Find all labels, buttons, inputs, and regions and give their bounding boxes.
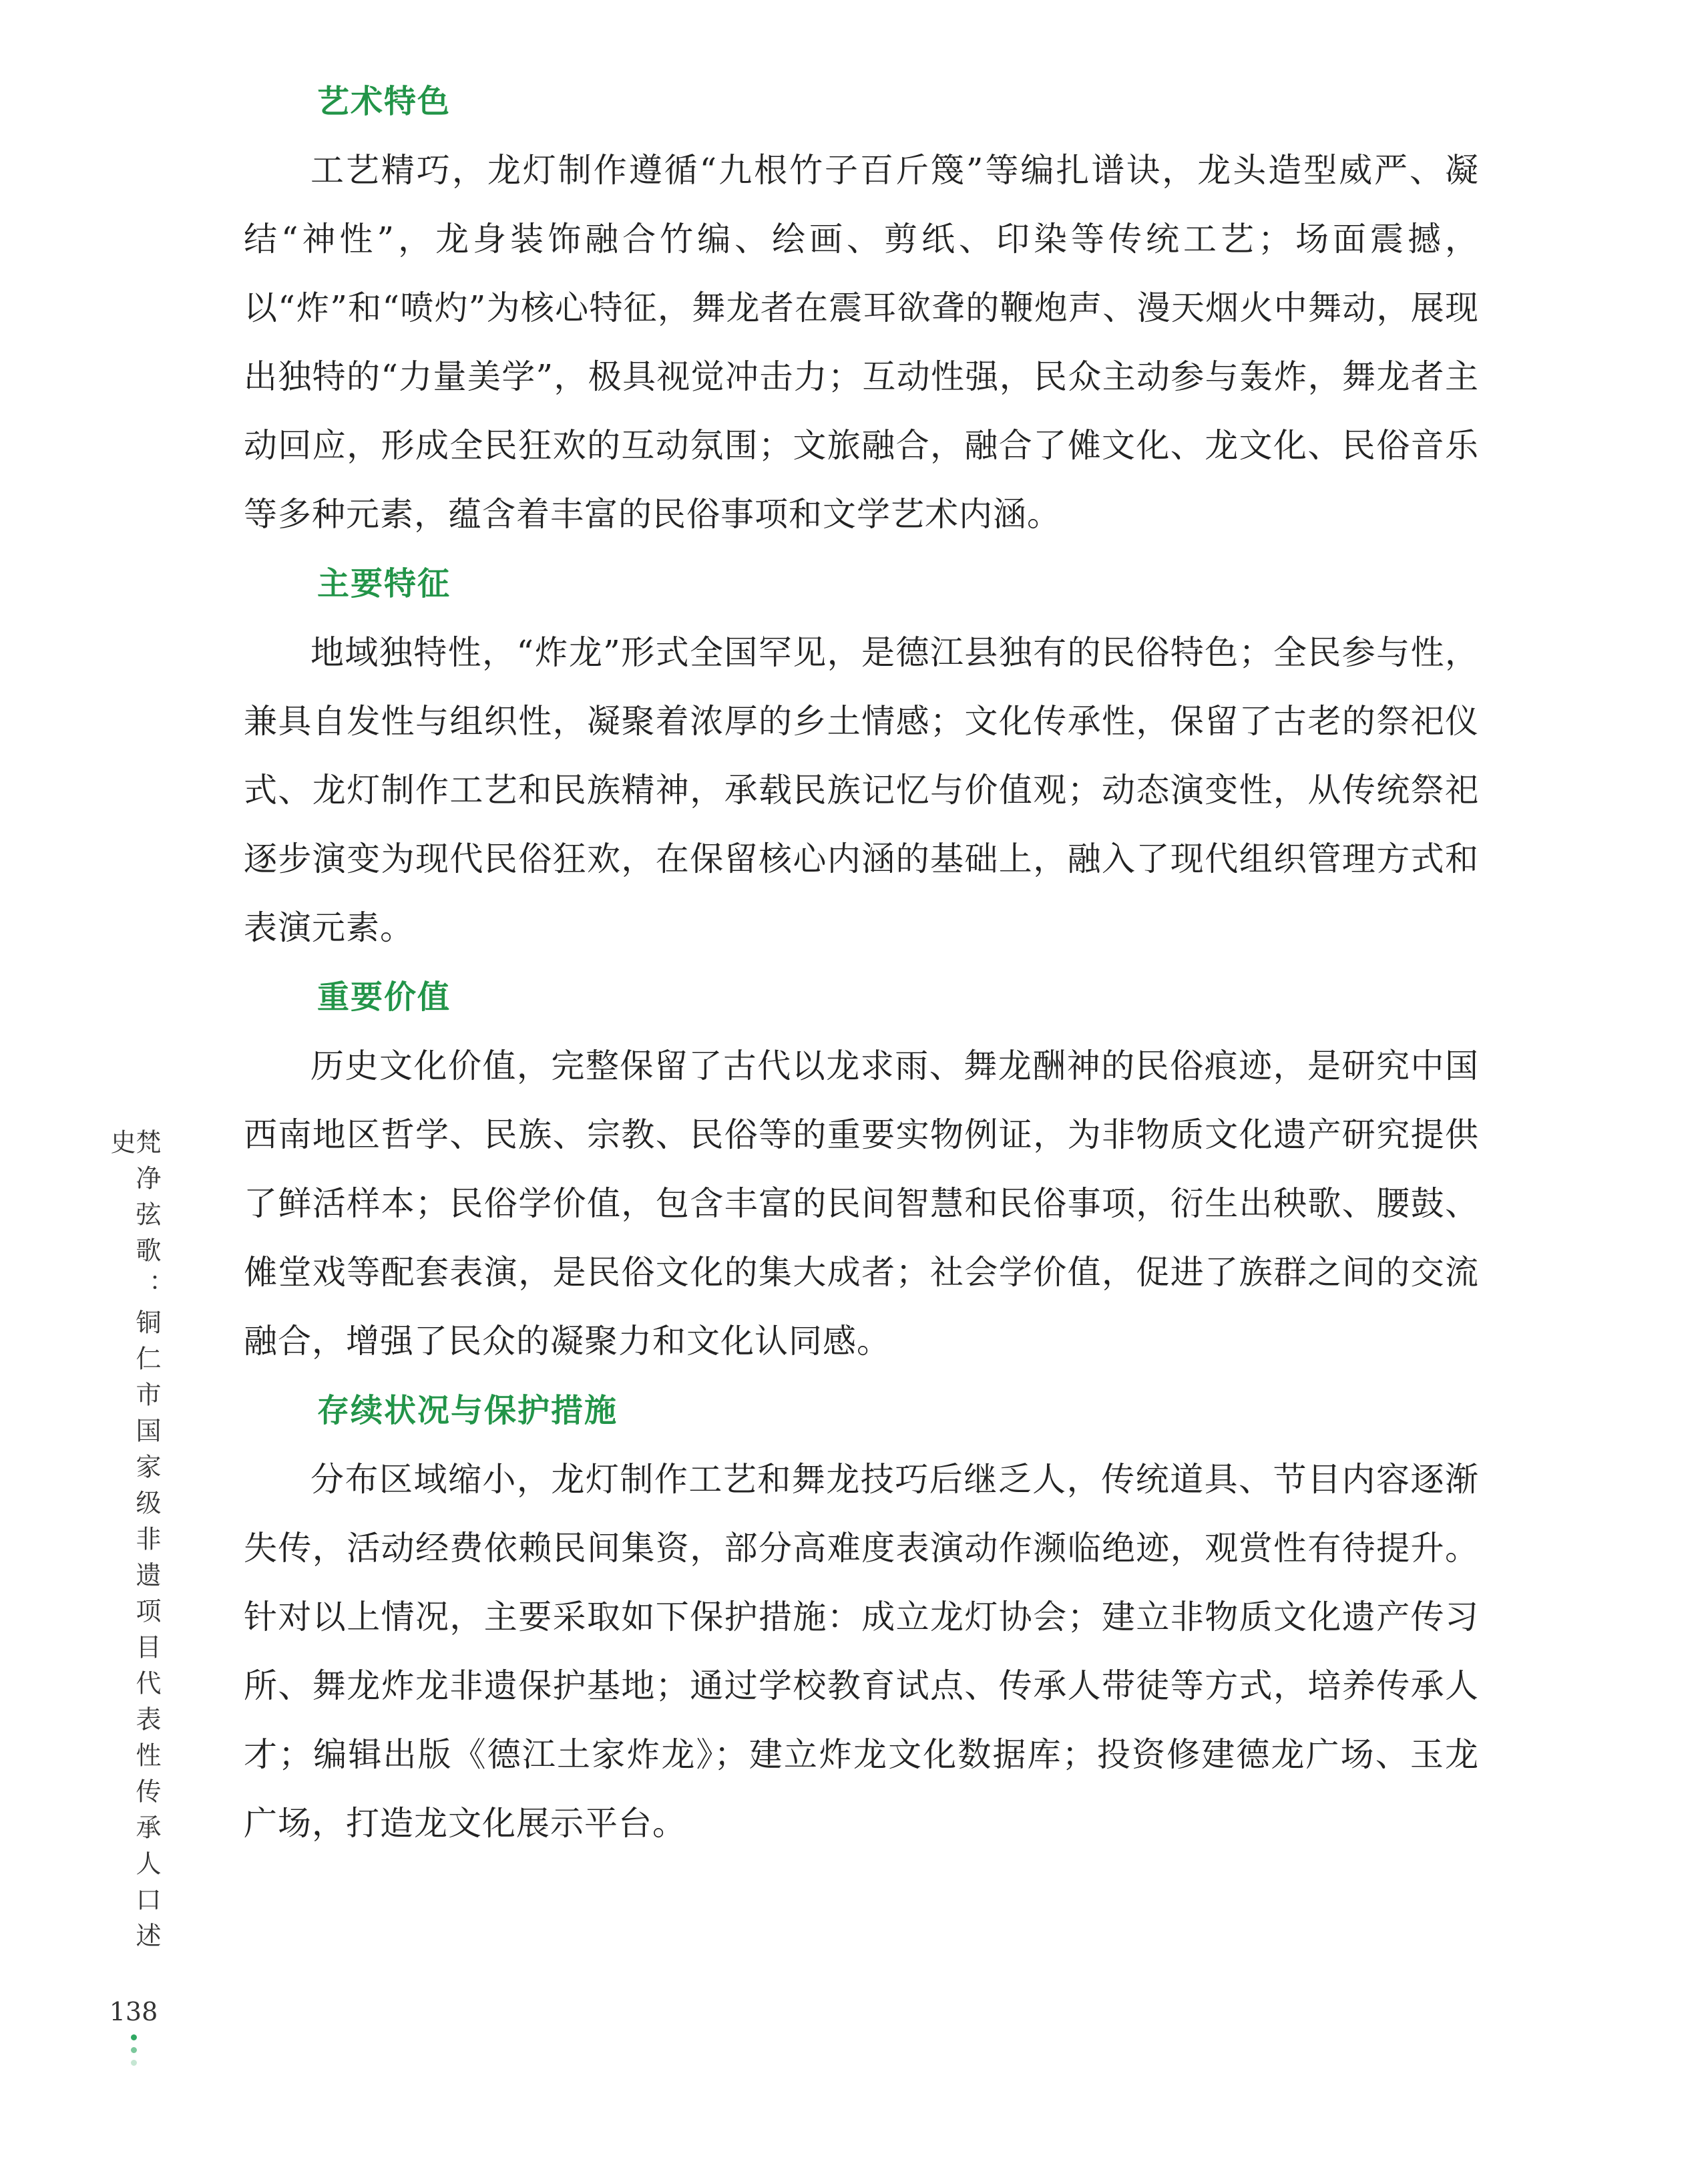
running-sidebar [106,1129,161,2066]
section-art-features [244,67,1479,549]
page-number: 138 [109,1997,158,2026]
header-fragment [721,0,921,1]
section-body: 工艺精巧，龙灯制作遵循“九根竹子百斤篾”等编扎谱诀，龙头造型威严、凝结“神性”，龙身装饰融合竹编、绘画、剪纸、印染等传统工艺；场面震撼，以“炸”和“喷灼”为核心特征，舞龙者在震耳欲聋的鞭炮声、漫天烟火中舞动，展现出独特的“力量美学”，极具视觉冲击力；互动性强，民众主动参与轰炸，舞龙者主动回应，形成全民狂欢的互动氛围；文旅融合，融合了傩文化、龙文化、民俗音乐等多种元素，蕴含着丰富的民俗事项和文学艺术内涵。 [244,151,1479,534]
decorative-dots [131,2034,137,2066]
section-preservation [244,1376,1479,1858]
section-body: 历史文化价值，完整保留了古代以龙求雨、舞龙酬神的民俗痕迹，是研究中国西南地区哲学、民族、宗教、民俗等的重要实物例证，为非物质文化遗产研究提供了鲜活样本；民俗学价值，包含丰富的民间智慧和民俗事项，衍生出秧歌、腰鼓、傩堂戏等配套表演，是民俗文化的集大成者；社会学价值，促进了族群之间的交流融合，增强了民众的凝聚力和文化认同感。 [244,1047,1479,1360]
section-title: 存续状况与保护措施 [317,1392,618,1429]
section-body: 分布区域缩小，龙灯制作工艺和舞龙技巧后继乏人，传统道具、节目内容逐渐失传，活动经费依赖民间集资，部分高难度表演动作濒临绝迹，观赏性有待提升。针对以上情况，主要采取如下保护措施：成立龙灯协会；建立非物质文化遗产传习所、舞龙炸龙非遗保护基地；通过学校教育试点、传承人带徒等方式，培养传承人才；编辑出版《德江土家炸龙》；建立炸龙文化数据库；投资修建德龙广场、玉龙广场，打造龙文化展示平台。 [244,1460,1479,1843]
section-body: 地域独特性，“炸龙”形式全国罕见，是德江县独有的民俗特色；全民参与性，兼具自发性与组织性，凝聚着浓厚的乡土情感；文化传承性，保留了古老的祭祀仪式、龙灯制作工艺和民族精神，承载民族记忆与价值观；动态演变性，从传统祭祀逐步演变为现代民俗狂欢，在保留核心内涵的基础上，融入了现代组织管理方式和表演元素。 [244,633,1479,947]
section-title: 艺术特色 [317,83,451,120]
main-content [244,67,1479,1858]
dot-icon [131,2047,137,2053]
section-title: 主要特征 [317,565,451,602]
dot-icon [131,2060,137,2066]
dot-icon [131,2034,137,2040]
book-title-vertical: 梵净弦歌：铜仁市国家级非遗项目代表性传承人口述史 [106,1129,161,1958]
section-important-value [244,962,1479,1376]
section-title: 重要价值 [317,978,451,1016]
section-main-features [244,549,1479,962]
